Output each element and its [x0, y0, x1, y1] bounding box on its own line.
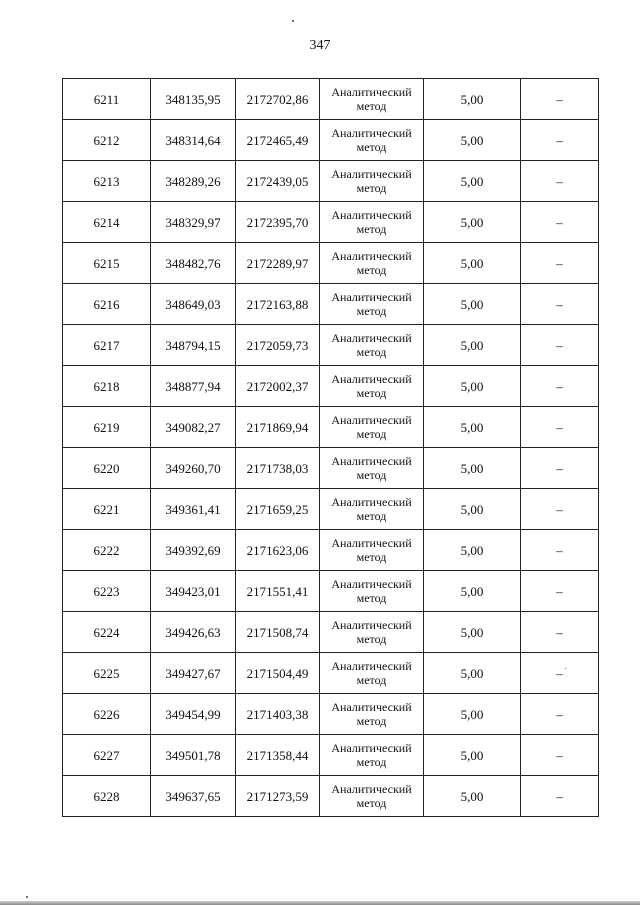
table-row [63, 243, 599, 284]
method-cell: Аналитический метод [320, 612, 424, 653]
y-coordinate-cell: 2171508,74 [236, 612, 320, 653]
x-coordinate-cell: 348135,95 [151, 79, 236, 120]
method-cell: Аналитический метод [320, 571, 424, 612]
accuracy-cell: 5,00 [424, 202, 521, 243]
note-cell: – [521, 489, 599, 530]
x-coordinate-cell: 349454,99 [151, 694, 236, 735]
x-coordinate-cell: 348877,94 [151, 366, 236, 407]
point-id-cell: 6213 [63, 161, 151, 202]
method-cell: Аналитический метод [320, 407, 424, 448]
method-cell: Аналитический метод [320, 161, 424, 202]
scan-speck [565, 668, 566, 669]
y-coordinate-cell: 2171659,25 [236, 489, 320, 530]
coordinates-table-body [63, 79, 599, 817]
x-coordinate-cell: 349427,67 [151, 653, 236, 694]
method-cell: Аналитический метод [320, 284, 424, 325]
method-cell: Аналитический метод [320, 448, 424, 489]
x-coordinate-cell: 348314,64 [151, 120, 236, 161]
accuracy-cell: 5,00 [424, 284, 521, 325]
x-coordinate-cell: 349423,01 [151, 571, 236, 612]
accuracy-cell: 5,00 [424, 571, 521, 612]
accuracy-cell: 5,00 [424, 79, 521, 120]
accuracy-cell: 5,00 [424, 366, 521, 407]
y-coordinate-cell: 2172702,86 [236, 79, 320, 120]
point-id-cell: 6222 [63, 530, 151, 571]
accuracy-cell: 5,00 [424, 776, 521, 817]
point-id-cell: 6223 [63, 571, 151, 612]
point-id-cell: 6217 [63, 325, 151, 366]
note-cell: – [521, 202, 599, 243]
point-id-cell: 6218 [63, 366, 151, 407]
accuracy-cell: 5,00 [424, 489, 521, 530]
point-id-cell: 6211 [63, 79, 151, 120]
point-id-cell: 6221 [63, 489, 151, 530]
x-coordinate-cell: 348329,97 [151, 202, 236, 243]
accuracy-cell: 5,00 [424, 243, 521, 284]
y-coordinate-cell: 2171738,03 [236, 448, 320, 489]
x-coordinate-cell: 349501,78 [151, 735, 236, 776]
point-id-cell: 6219 [63, 407, 151, 448]
x-coordinate-cell: 349426,63 [151, 612, 236, 653]
note-cell: – [521, 530, 599, 571]
table-row [63, 448, 599, 489]
x-coordinate-cell: 348649,03 [151, 284, 236, 325]
y-coordinate-cell: 2171551,41 [236, 571, 320, 612]
table-row [63, 694, 599, 735]
accuracy-cell: 5,00 [424, 448, 521, 489]
table-row [63, 366, 599, 407]
point-id-cell: 6225 [63, 653, 151, 694]
table-row [63, 284, 599, 325]
note-cell: – [521, 776, 599, 817]
point-id-cell: 6227 [63, 735, 151, 776]
table-row [63, 407, 599, 448]
x-coordinate-cell: 348482,76 [151, 243, 236, 284]
table-row [63, 79, 599, 120]
accuracy-cell: 5,00 [424, 735, 521, 776]
x-coordinate-cell: 349392,69 [151, 530, 236, 571]
method-cell: Аналитический метод [320, 366, 424, 407]
point-id-cell: 6214 [63, 202, 151, 243]
table-row [63, 571, 599, 612]
note-cell: – [521, 612, 599, 653]
table-row [63, 202, 599, 243]
method-cell: Аналитический метод [320, 653, 424, 694]
y-coordinate-cell: 2171504,49 [236, 653, 320, 694]
method-cell: Аналитический метод [320, 243, 424, 284]
note-cell: – [521, 366, 599, 407]
note-cell: – [521, 735, 599, 776]
y-coordinate-cell: 2172059,73 [236, 325, 320, 366]
note-cell: – [521, 571, 599, 612]
method-cell: Аналитический метод [320, 202, 424, 243]
table-row [63, 325, 599, 366]
accuracy-cell: 5,00 [424, 120, 521, 161]
note-cell: – [521, 694, 599, 735]
note-cell: – [521, 284, 599, 325]
coordinates-table [62, 78, 599, 817]
accuracy-cell: 5,00 [424, 653, 521, 694]
point-id-cell: 6215 [63, 243, 151, 284]
y-coordinate-cell: 2171869,94 [236, 407, 320, 448]
table-row [63, 161, 599, 202]
table-row [63, 120, 599, 161]
note-cell: – [521, 79, 599, 120]
point-id-cell: 6226 [63, 694, 151, 735]
x-coordinate-cell: 348794,15 [151, 325, 236, 366]
x-coordinate-cell: 348289,26 [151, 161, 236, 202]
x-coordinate-cell: 349082,27 [151, 407, 236, 448]
note-cell: – [521, 448, 599, 489]
method-cell: Аналитический метод [320, 325, 424, 366]
method-cell: Аналитический метод [320, 776, 424, 817]
table-row [63, 612, 599, 653]
y-coordinate-cell: 2171358,44 [236, 735, 320, 776]
y-coordinate-cell: 2172289,97 [236, 243, 320, 284]
method-cell: Аналитический метод [320, 694, 424, 735]
point-id-cell: 6212 [63, 120, 151, 161]
method-cell: Аналитический метод [320, 489, 424, 530]
y-coordinate-cell: 2171623,06 [236, 530, 320, 571]
note-cell: – [521, 120, 599, 161]
scan-speck [292, 20, 294, 22]
x-coordinate-cell: 349361,41 [151, 489, 236, 530]
y-coordinate-cell: 2172439,05 [236, 161, 320, 202]
x-coordinate-cell: 349260,70 [151, 448, 236, 489]
accuracy-cell: 5,00 [424, 325, 521, 366]
method-cell: Аналитический метод [320, 735, 424, 776]
page-number: 347 [309, 38, 331, 53]
y-coordinate-cell: 2171273,59 [236, 776, 320, 817]
table-row [63, 776, 599, 817]
point-id-cell: 6228 [63, 776, 151, 817]
point-id-cell: 6216 [63, 284, 151, 325]
y-coordinate-cell: 2172465,49 [236, 120, 320, 161]
accuracy-cell: 5,00 [424, 530, 521, 571]
scan-speck [26, 896, 28, 898]
method-cell: Аналитический метод [320, 120, 424, 161]
scan-edge [0, 901, 640, 905]
accuracy-cell: 5,00 [424, 161, 521, 202]
note-cell: – [521, 653, 599, 694]
y-coordinate-cell: 2172163,88 [236, 284, 320, 325]
point-id-cell: 6224 [63, 612, 151, 653]
table-row [63, 653, 599, 694]
note-cell: – [521, 243, 599, 284]
note-cell: – [521, 161, 599, 202]
method-cell: Аналитический метод [320, 79, 424, 120]
accuracy-cell: 5,00 [424, 407, 521, 448]
x-coordinate-cell: 349637,65 [151, 776, 236, 817]
note-cell: – [521, 325, 599, 366]
y-coordinate-cell: 2172395,70 [236, 202, 320, 243]
y-coordinate-cell: 2172002,37 [236, 366, 320, 407]
note-cell: – [521, 407, 599, 448]
point-id-cell: 6220 [63, 448, 151, 489]
table-row [63, 530, 599, 571]
y-coordinate-cell: 2171403,38 [236, 694, 320, 735]
accuracy-cell: 5,00 [424, 694, 521, 735]
table-row [63, 735, 599, 776]
method-cell: Аналитический метод [320, 530, 424, 571]
table-row [63, 489, 599, 530]
accuracy-cell: 5,00 [424, 612, 521, 653]
